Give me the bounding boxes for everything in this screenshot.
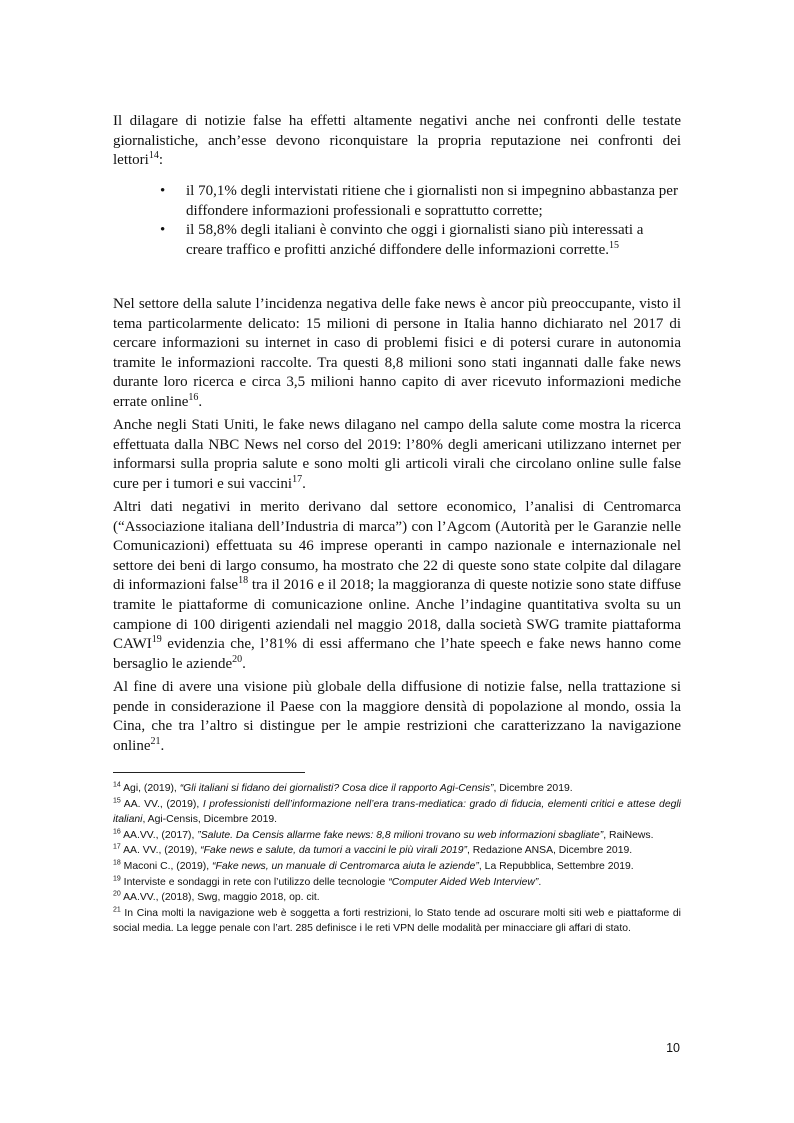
paragraph-text: Nel settore della salute l’incidenza negativa delle fake news è ancor più preoccupante, visto il tema particolarmente delicato: 15 milioni di persone in Italia hanno dichiarato nel 2017 di cercare informazioni su internet in caso di problemi fisici e di potersi curare in autonomia tramite le informazioni raccolte. Tra questi 8,8 milioni sono stati ingannati dalle fake news durante loro ricerca e circa 3,5 milioni hanno capito di aver ricevuto informazioni mediche errate online bbox=[113, 296, 681, 410]
footnote-21: $^{21}$ In Cina molti la navigazione web è soggetta a forti restrizioni, lo Stato tende ad oscurare molti siti web e piattaforme di social media. La legge penale con l’art. 285 definisce i le reti VPN delle modalità per minacciare gli affari di stato. bbox=[113, 906, 681, 935]
footnote-20: $^{20}$ AA.VV., (2018), Swg, maggio 2018, op. cit. bbox=[113, 890, 320, 904]
footnote-19: $^{19}$ Interviste e sondaggi in rete con l’utilizzo delle tecnologie “Computer Aided Web Interview”. bbox=[113, 875, 542, 888]
footnote-15: $^{15}$ AA. VV., (2019), I professionisti dell’informazione nell’era trans-mediatica: grado di fiducia, elementi critici e attese degli italiani, Agi-Censis, Dicembre 2019. bbox=[113, 797, 681, 826]
footnote-14: $^{14}$ Agi, (2019), “Gli italiani si fidano dei giornalisti? Cosa dice il rapporto Agi-Censis”, Dicembre 2019. bbox=[113, 781, 573, 794]
footnote-ref[interactable]: 18 bbox=[238, 575, 249, 587]
footnote-18: $^{18}$ Maconi C., (2019), “Fake news, un manuale di Centromarca aiuta le aziende”, La Repubblica, Settembre 2019. bbox=[113, 859, 634, 872]
paragraph-economic-sector: Altri dati negativi in merito derivano dal settore economico, l’analisi di Centromarca (“Associazione italiana dell’Industria di marca”) con l’Agcom (Autorità per le Garanzie nelle Comunicazioni) effettuata su 46 imprese operanti in campo nazionale e internazionale nel settore dei beni di largo consumo, ha mostrato che 22 di queste sono state colpite dal dilagare di informazioni false$^{18}$ tra il 2016 e il 2018; la maggioranza di queste notizie sono state diffuse tramite le piattaforme di comunicazione online. Anche l’indagine quantitativa svolta su un campione di 100 dirigenti aziendali nel maggio 2018, dalla società SWG tramite piattaforma CAWI$^{19}$ evidenzia che, l’81% di essi affermano che l’hate speech e fake news hanno come bersaglio le aziende$^{20}$. bbox=[113, 499, 681, 672]
bullet-text: il 58,8% degli italiani è convinto che oggi i giornalisti siano più interessati a creare traffico e profitti anziché diffondere delle informazioni corrette. bbox=[186, 222, 644, 258]
footnote-16: $^{16}$ AA.VV., (2017), ”Salute. Da Censis allarme fake news: 8,8 milioni trovano su web informazioni sbagliate”, RaiNews. bbox=[113, 828, 654, 841]
paragraph-text: Altri dati negativi in merito derivano dal settore economico, l’analisi di Centromarca (“Associazione italiana dell’Industria di marca”) con l’Agcom (Autorità per le Garanzie nelle Comunicazioni) effettuata su 46 imprese operanti in campo nazionale e internazionale nel settore dei beni di largo consumo, ha mostrato che 22 di queste sono state colpite dal dilagare di informazioni false bbox=[113, 499, 681, 594]
bullet-icon: • bbox=[160, 183, 166, 199]
paragraph-text: Anche negli Stati Uniti, le fake news dilagano nel campo della salute come mostra la ricerca effettuata dalla NBC News nel corso del 2019: l’80% degli americani utilizzano internet per informarsi sulla propria salute e sono molti gli articoli virali che circolano online sulle false cure per i tumori e sui vaccini bbox=[113, 417, 681, 492]
footnote-ref[interactable]: 20 bbox=[232, 653, 243, 665]
footnote-ref[interactable]: 21 bbox=[150, 735, 161, 747]
footnote-ref[interactable]: 17 bbox=[292, 473, 303, 485]
bullet-item bbox=[160, 182, 682, 221]
footnote-ref[interactable]: 15 bbox=[608, 239, 619, 251]
page-number: 10 bbox=[666, 1041, 680, 1055]
footnote-ref[interactable]: 16 bbox=[188, 391, 199, 403]
paragraph-journalism-reputation: Il dilagare di notizie false ha effetti altamente negativi anche nei confronti delle testate giornalistiche, anch’esse devono riconquistare la propria reputazione nei confronti dei lettori$^{14}$: bbox=[113, 113, 681, 169]
paragraph-health-usa: Anche negli Stati Uniti, le fake news dilagano nel campo della salute come mostra la ricerca effettuata dalla NBC News nel corso del 2019: l’80% degli americani utilizzano internet per informarsi sulla propria salute e sono molti gli articoli virali che circolano online sulle false cure per i tumori e sui vaccini$^{17}$. bbox=[113, 417, 681, 492]
bullet-item bbox=[160, 221, 682, 260]
footnote-17: $^{17}$ AA. VV., (2019), “Fake news e salute, da tumori a vaccini le più virali 2019”, Redazione ANSA, Dicembre 2019. bbox=[113, 843, 633, 857]
paragraph-china: Al fine di avere una visione più globale della diffusione di notizie false, nella trattazione si pende in considerazione il Paese con la maggiore densità di popolazione al mondo, ossia la Cina, che tra l’altro si distingue per le ampie restrizioni che caratterizzano la navigazione online$^{21}$. bbox=[113, 679, 681, 754]
footnote-ref[interactable]: 14 bbox=[148, 150, 159, 162]
bullet-text: il 70,1% degli intervistati ritiene che i giornalisti non si impegnino abbastanza per diffondere informazioni professionali e soprattutto corrette; bbox=[186, 183, 678, 219]
footnote-separator bbox=[113, 772, 305, 773]
paragraph-text: Il dilagare di notizie false ha effetti altamente negativi anche nei confronti delle testate giornalistiche, anch’esse devono riconquistare la propria reputazione nei confronti dei lettori bbox=[113, 113, 681, 169]
bullet-icon: • bbox=[160, 222, 166, 239]
footnotes bbox=[113, 781, 681, 937]
footnote-ref[interactable]: 19 bbox=[151, 634, 162, 646]
paragraph-health-italy: Nel settore della salute l’incidenza negativa delle fake news è ancor più preoccupante, visto il tema particolarmente delicato: 15 milioni di persone in Italia hanno dichiarato nel 2017 di cercare informazioni su internet in caso di problemi fisici e di potersi curare in autonomia tramite le informazioni raccolte. Tra questi 8,8 milioni sono stati ingannati dalle fake news durante loro ricerca e circa 3,5 milioni hanno capito di aver ricevuto informazioni mediche errate online$^{16}$. bbox=[113, 296, 681, 410]
paragraph-text: Al fine di avere una visione più globale della diffusione di notizie false, nella trattazione si pende in considerazione il Paese con la maggiore densità di popolazione al mondo, ossia la Cina, che tra l’altro si distingue per le ampie restrizioni che caratterizzano la navigazione online bbox=[113, 679, 681, 754]
statistics-bullet-list bbox=[160, 182, 682, 260]
